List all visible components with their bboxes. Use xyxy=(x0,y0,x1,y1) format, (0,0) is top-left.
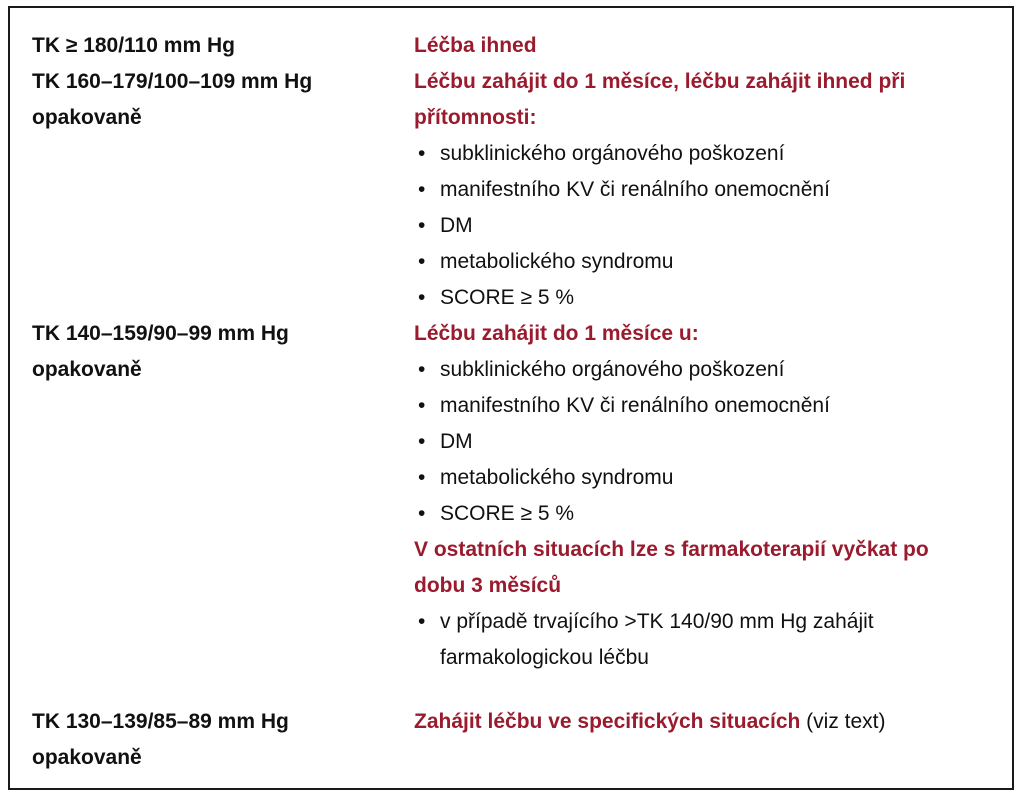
table-frame xyxy=(8,6,1014,790)
list-item: • subklinického orgánového poškození xyxy=(414,352,1012,388)
bp-value: TK 130–139/85–89 mm Hg xyxy=(32,710,289,733)
recommendation-subheading: V ostatních situacích lze s farmakoterapií vyčkat po xyxy=(414,538,929,561)
bp-qualifier: opakovaně xyxy=(32,358,142,381)
recommendation xyxy=(414,64,1012,316)
recommendation-heading: Léčba ihned xyxy=(414,34,537,57)
bp-category xyxy=(32,64,394,136)
bullet-icon: • xyxy=(418,142,426,165)
bp-value: TK 160–179/100–109 mm Hg xyxy=(32,70,313,93)
recommendation xyxy=(414,316,1012,676)
bp-category xyxy=(32,704,394,776)
list-item: • manifestního KV či renálního onemocnění xyxy=(414,388,1012,424)
bp-category xyxy=(32,316,394,388)
recommendation-heading: Léčbu zahájit do 1 měsíce, léčbu zahájit ihned při xyxy=(414,70,906,93)
list-item-continuation: farmakologickou léčbu xyxy=(440,646,649,669)
list-item: • DM xyxy=(414,208,1012,244)
recommendation-note: (viz text) xyxy=(800,710,886,733)
bp-value: TK ≥ 180/110 mm Hg xyxy=(32,34,235,57)
bullet-icon: • xyxy=(418,286,426,309)
list-item: • metabolického syndromu xyxy=(414,460,1012,496)
list-item: • SCORE ≥ 5 % xyxy=(414,280,1012,316)
bullet-icon: • xyxy=(418,610,426,633)
bp-qualifier: opakovaně xyxy=(32,106,142,129)
bp-value: TK 140–159/90–99 mm Hg xyxy=(32,322,289,345)
list-item: • subklinického orgánového poškození xyxy=(414,136,1012,172)
recommendation-heading: Léčbu zahájit do 1 měsíce u: xyxy=(414,322,699,345)
recommendation xyxy=(414,28,1012,64)
bullet-icon: • xyxy=(418,502,426,525)
list-item: • v případě trvajícího >TK 140/90 mm Hg zahájit xyxy=(414,604,1012,640)
recommendation-heading: přítomnosti: xyxy=(414,106,537,129)
bullet-icon: • xyxy=(418,178,426,201)
bullet-icon: • xyxy=(418,250,426,273)
bullet-icon: • xyxy=(418,214,426,237)
bullet-icon: • xyxy=(418,358,426,381)
recommendation-heading: Zahájit léčbu ve specifických situacích xyxy=(414,710,801,733)
list-item: • manifestního KV či renálního onemocnění xyxy=(414,172,1012,208)
bullet-icon: • xyxy=(418,394,426,417)
list-item: • SCORE ≥ 5 % xyxy=(414,496,1012,532)
recommendation xyxy=(414,704,1012,740)
recommendation-line xyxy=(414,704,1012,740)
list-item: • metabolického syndromu xyxy=(414,244,1012,280)
list-item: • DM xyxy=(414,424,1012,460)
bullet-icon: • xyxy=(418,466,426,489)
bullet-icon: • xyxy=(418,430,426,453)
recommendation-subheading: dobu 3 měsíců xyxy=(414,574,562,597)
bp-category xyxy=(32,28,394,64)
bp-qualifier: opakovaně xyxy=(32,746,142,769)
